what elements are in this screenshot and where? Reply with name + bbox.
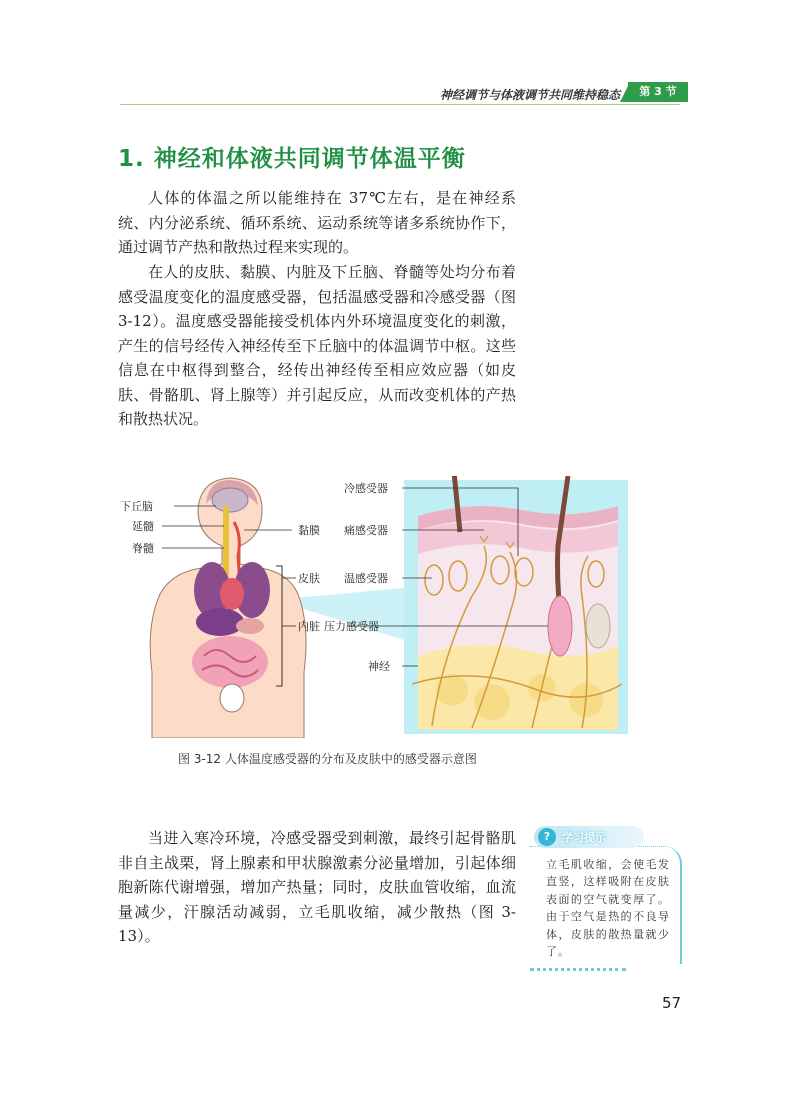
label-medulla: 延髓 bbox=[132, 520, 154, 533]
header-rule bbox=[120, 104, 680, 105]
question-icon: ? bbox=[538, 828, 556, 846]
label-viscera: 内脏 bbox=[298, 620, 320, 633]
label-warm-receptor: 温感受器 bbox=[344, 572, 388, 585]
tip-dotted-rule bbox=[530, 968, 626, 971]
paragraph-2: 在人的皮肤、黏膜、内脏及下丘脑、脊髓等处均分布着感受温度变化的温度感受器，包括温感受器和冷感受器（图 3-12）。温度感受器能接受机体内外环境温度变化的刺激，产生的信号经传入神经传至下丘脑中的体温调节中枢。这些信息在中枢得到整合，经传出神经传至相应效应器（如皮肤、骨骼肌、肾上腺等）并引起反应，从而改变机体的产热和散热状况。 bbox=[118, 263, 516, 428]
label-pain-receptor: 痛感受器 bbox=[344, 524, 388, 537]
label-hypothalamus: 下丘脑 bbox=[120, 500, 153, 513]
label-spinal-cord: 脊髓 bbox=[132, 542, 154, 555]
figure-illustration bbox=[112, 476, 628, 738]
running-header-title: 神经调节与体液调节共同维持稳态 bbox=[439, 88, 620, 102]
study-tip-box bbox=[530, 826, 686, 976]
figure-caption: 图 3-12 人体温度感受器的分布及皮肤中的感受器示意图 bbox=[178, 752, 477, 766]
label-mucosa: 黏膜 bbox=[298, 524, 320, 537]
section-tab: 第 3 节 bbox=[628, 82, 688, 102]
section-heading: 1. 神经和体液共同调节体温平衡 bbox=[118, 146, 466, 172]
tip-header bbox=[534, 826, 644, 848]
page-number: 57 bbox=[662, 994, 682, 1012]
paragraph-3: 当进入寒冷环境，冷感受器受到刺激，最终引起骨骼肌非自主战栗，肾上腺素和甲状腺激素分泌量增加，引起体细胞新陈代谢增强，增加产热量；同时，皮肤血管收缩，血流量减少，汗腺活动减弱，立毛肌收缩，减少散热（图 3-13）。 bbox=[118, 829, 516, 945]
figure-3-12 bbox=[112, 476, 628, 738]
human-body-illustration bbox=[150, 478, 306, 738]
label-pressure-receptor: 压力感受器 bbox=[324, 620, 379, 633]
label-skin: 皮肤 bbox=[298, 572, 320, 585]
tip-heading: 学习提示 bbox=[562, 831, 606, 844]
skin-cross-section bbox=[404, 476, 628, 734]
tip-text: 立毛肌收缩，会使毛发直竖，这样吸附在皮肤表面的空气就变厚了。由于空气是热的不良导体，皮肤的散热量就少了。 bbox=[546, 858, 670, 959]
paragraph-1: 人体的体温之所以能维持在 37℃左右，是在神经系统、内分泌系统、循环系统、运动系统等诸多系统协作下，通过调节产热和散热过程来实现的。 bbox=[118, 189, 516, 256]
label-cold-receptor: 冷感受器 bbox=[344, 482, 388, 495]
label-nerve: 神经 bbox=[368, 660, 390, 673]
